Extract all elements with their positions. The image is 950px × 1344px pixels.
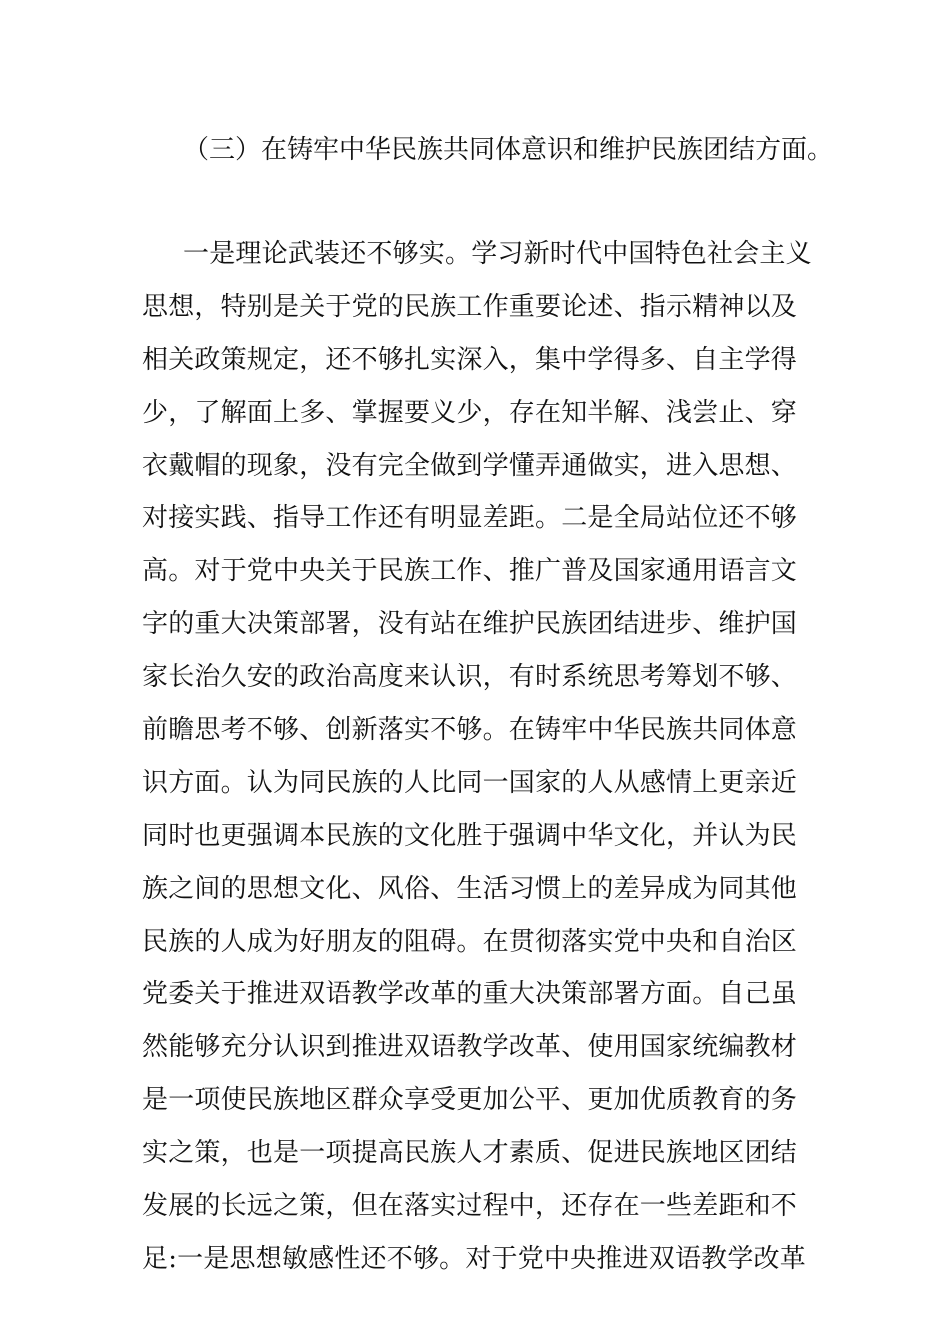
paragraph-line: 高。对于党中央关于民族工作、推广普及国家通用语言文 [142, 556, 798, 587]
paragraph-line: 思想，特别是关于党的民族工作重要论述、指示精神以及 [142, 291, 798, 322]
paragraph-line: 足:一是思想敏感性还不够。对于党中央推进双语教学改革 [142, 1243, 806, 1274]
paragraph-line: 实之策，也是一项提高民族人才素质、促进民族地区团结 [142, 1138, 798, 1169]
paragraph-line: 发展的长远之策，但在落实过程中，还存在一些差距和不 [142, 1191, 798, 1222]
paragraph-line: 族之间的思想文化、风俗、生活习惯上的差异成为同其他 [142, 873, 798, 904]
paragraph-line: 民族的人成为好朋友的阻碍。在贯彻落实党中央和自治区 [142, 926, 798, 957]
paragraph-line: 相关政策规定，还不够扎实深入，集中学得多、自主学得 [142, 344, 798, 375]
paragraph-line: 一是理论武装还不够实。学习新时代中国特色社会主义 [183, 239, 812, 269]
paragraph-line: 同时也更强调本民族的文化胜于强调中华文化，并认为民 [142, 820, 798, 851]
paragraph-line: 前瞻思考不够、创新落实不够。在铸牢中华民族共同体意 [142, 715, 798, 746]
paragraph-line: 党委关于推进双语教学改革的重大决策部署方面。自己虽 [142, 979, 798, 1010]
paragraph-line: 识方面。认为同民族的人比同一国家的人从感情上更亲近 [142, 767, 798, 798]
paragraph-line: 对接实践、指导工作还有明显差距。二是全局站位还不够 [142, 503, 798, 534]
paragraph-line: 衣戴帽的现象，没有完全做到学懂弄通做实，进入思想、 [142, 450, 798, 481]
section-heading: （三）在铸牢中华民族共同体意识和维护民族团结方面。 [183, 135, 834, 165]
paragraph-line: 家长治久安的政治高度来认识，有时系统思考筹划不够、 [142, 662, 798, 693]
paragraph-line: 少，了解面上多、掌握要义少，存在知半解、浅尝止、穿 [142, 397, 798, 428]
paragraph-line: 是一项使民族地区群众享受更加公平、更加优质教育的务 [142, 1085, 798, 1116]
paragraph-line: 然能够充分认识到推进双语教学改革、使用国家统编教材 [142, 1032, 798, 1063]
body-paragraph [142, 228, 822, 1286]
paragraph-line: 字的重大决策部署，没有站在维护民族团结进步、维护国 [142, 609, 798, 640]
